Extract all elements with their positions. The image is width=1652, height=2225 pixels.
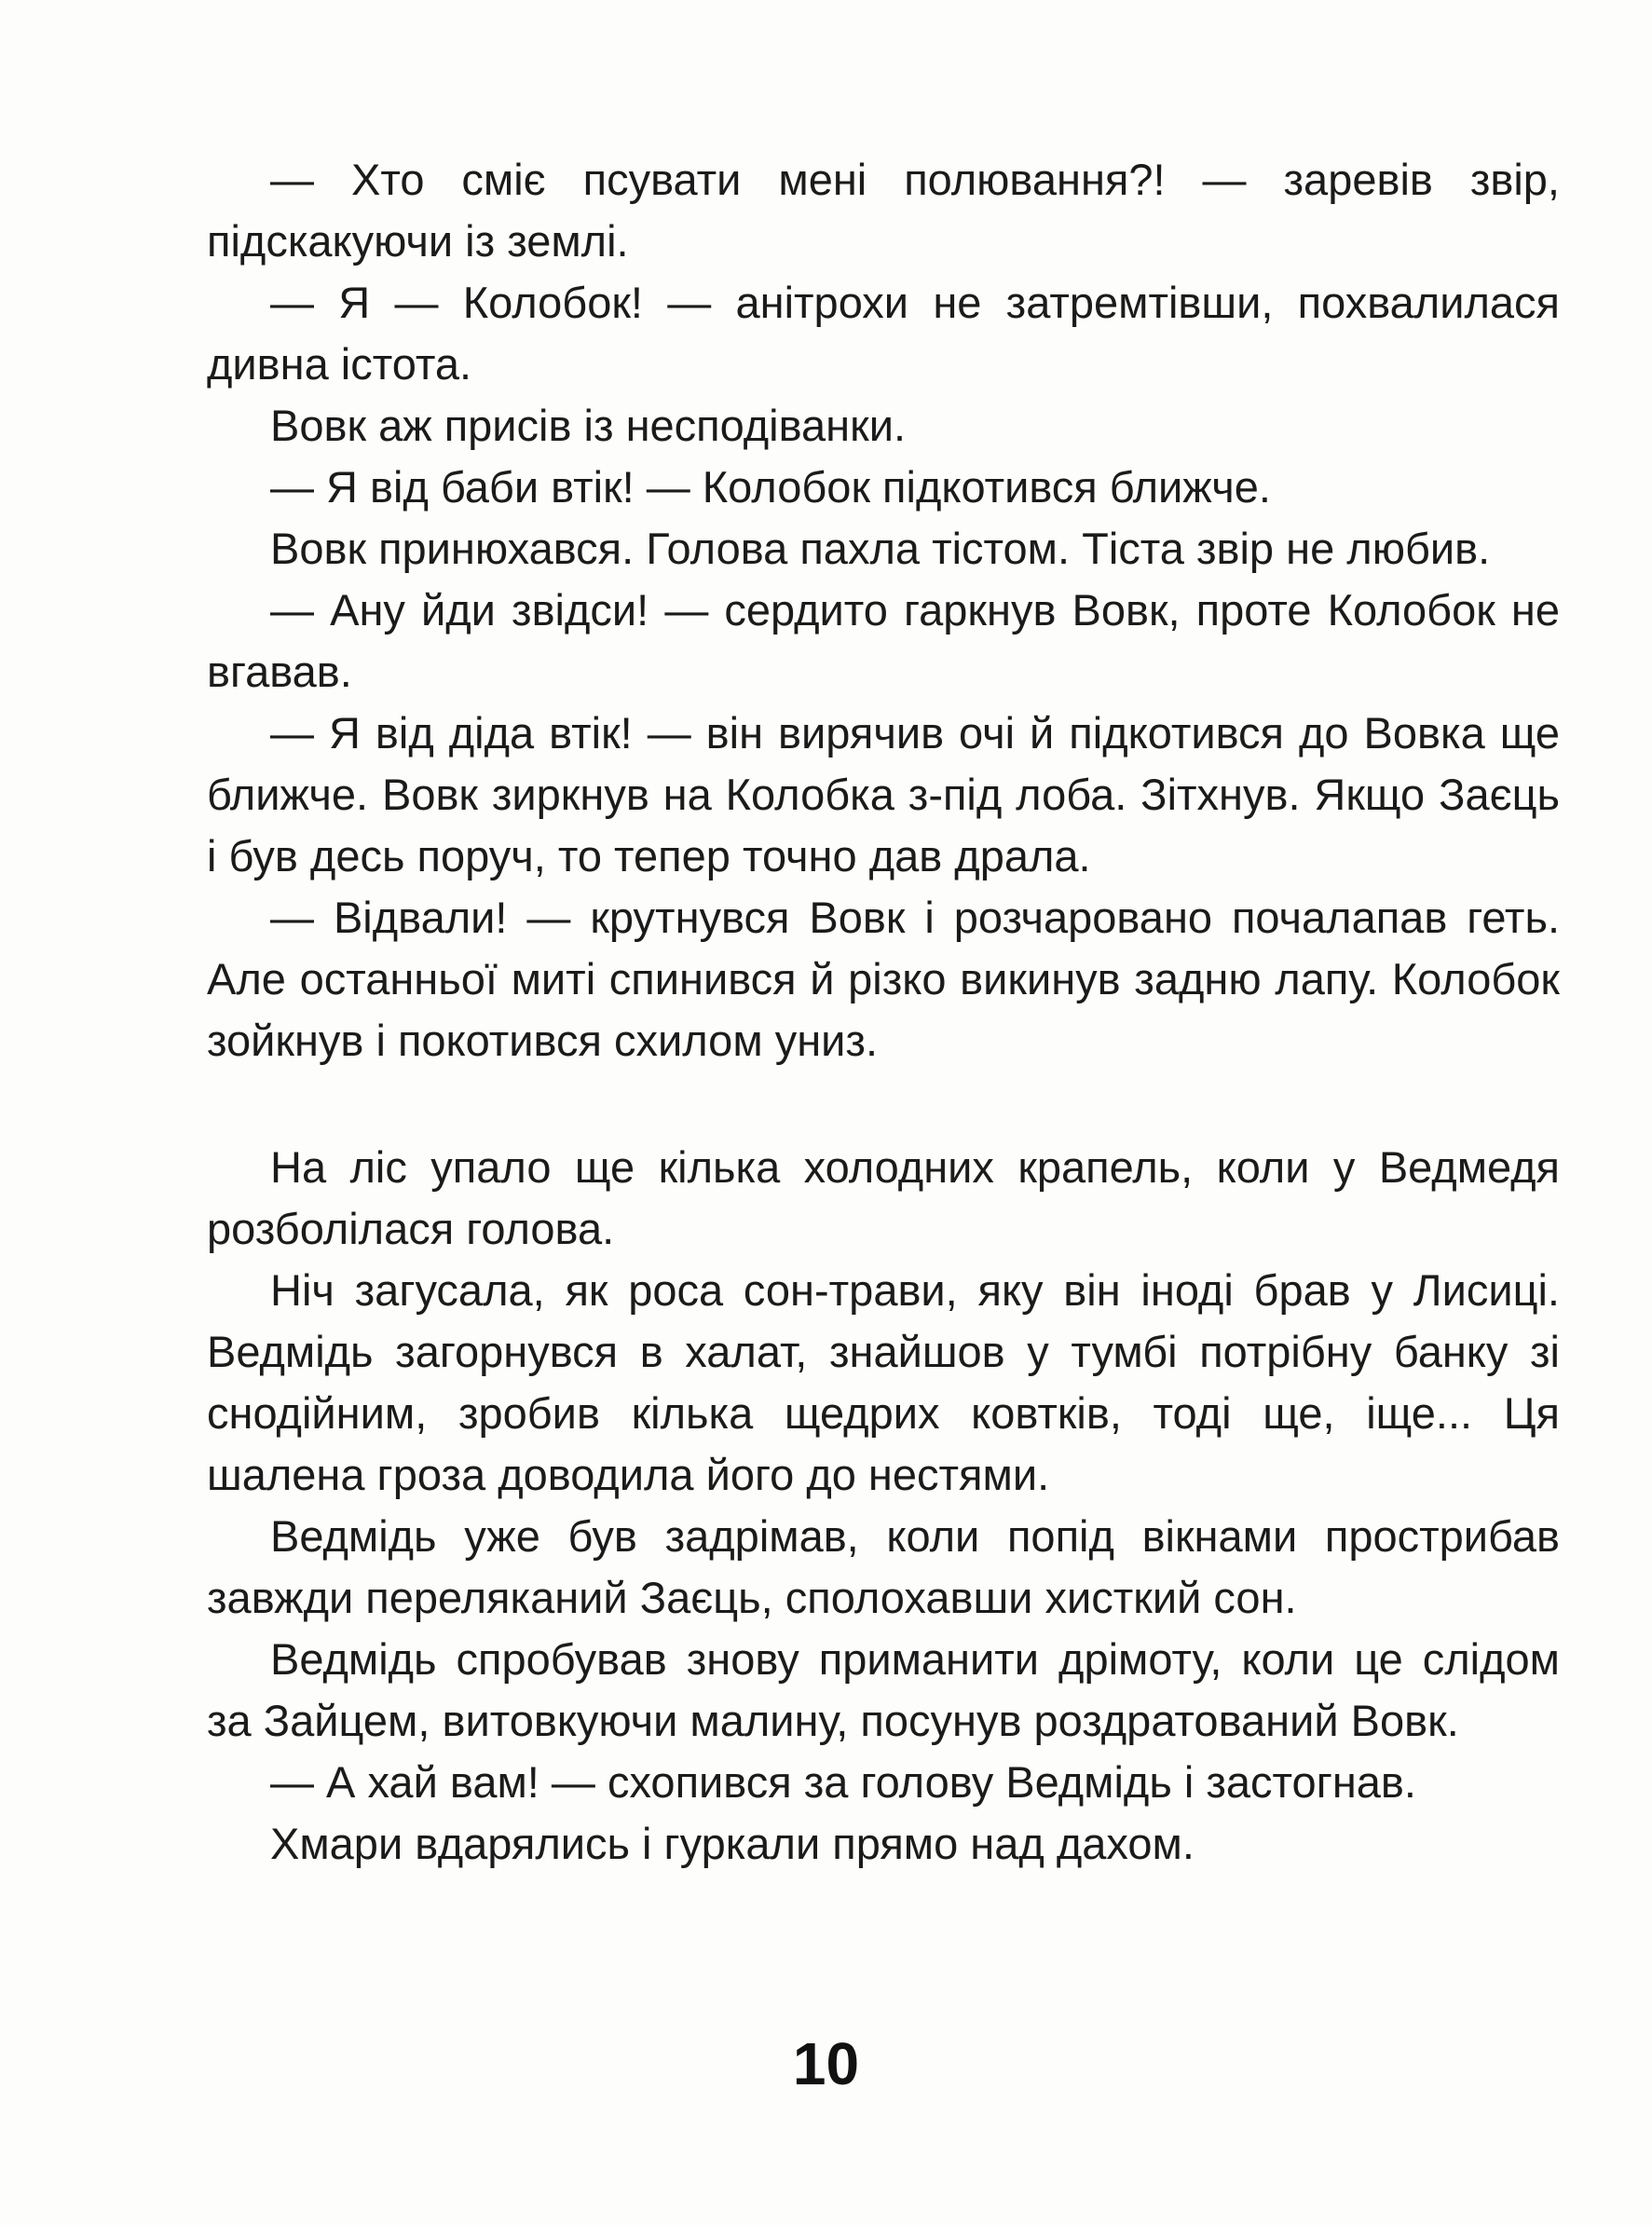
paragraph: — Я — Колобок! — анітрохи не затремтівши, похвалилася дивна істота. [207,278,1560,389]
paragraph: На ліс упало ще кілька холодних крапель, коли у Ведмедя розболілася голова. [207,1142,1560,1253]
paragraph: — А хай вам! — схопився за голову Ведмідь і застогнав. [270,1757,1416,1807]
paragraph: Вовк принюхався. Голова пахла тістом. Тіста звір не любив. [270,524,1491,573]
text-section-2 [207,1137,1560,1875]
paragraph: — Я від баби втік! — Колобок підкотився ближче. [270,462,1271,512]
paragraph: — Ану йди звідси! — сердито гаркнув Вовк, проте Колобок не вгавав. [207,585,1560,696]
page-number: 10 [792,2030,860,2097]
paragraph: — Я від діда втік! — він вирячив очі й підкотився до Вовка ще ближче. Вовк зиркнув на Колобка з-під лоба. Зітхнув. Якщо Заєць і був десь поруч, то тепер точно дав драла. [207,708,1560,880]
paragraph: Ведмідь уже був задрімав, коли попід вікнами прострибав завжди переляканий Заєць, сполохавши хисткий сон. [207,1511,1560,1622]
paragraph: Ніч загусала, як роса сон-трави, яку він іноді брав у Лисиці. Ведмідь загорнувся в халат, знайшов у тумбі потрібну банку зі снодійним, зробив кілька щедрих ковтків, тоді ще, іще... Ця шалена гроза доводила його до нестями. [207,1265,1560,1499]
text-section-1 [207,149,1560,1072]
paragraph: Ведмідь спробував знову приманити дрімоту, коли це слідом за Зайцем, витовкуючи малину, посунув роздратований Вовк. [207,1634,1560,1745]
paragraph: — Хто сміє псувати мені полювання?! — заревів звір, підскакуючи із землі. [207,155,1560,266]
paragraph: — Відвали! — крутнувся Вовк і розчаровано почалапав геть. Але останньої миті спинився й різко викинув задню лапу. Колобок зойкнув і покотився схилом униз. [207,893,1560,1065]
paragraph: Хмари вдарялись і гуркали прямо над дахом. [270,1819,1195,1868]
paragraph: Вовк аж присів із несподіванки. [270,401,907,450]
